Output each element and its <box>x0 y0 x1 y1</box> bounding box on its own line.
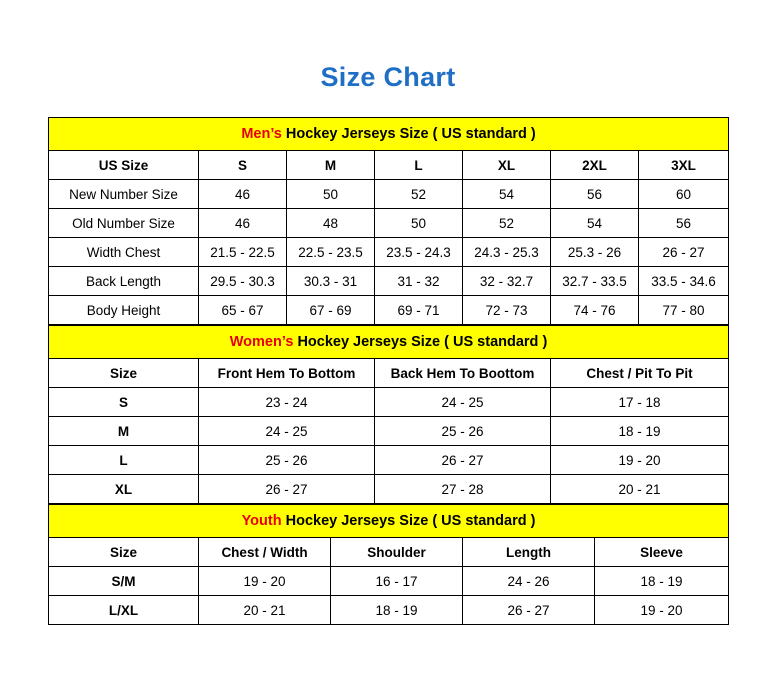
womens-banner-rest: Hockey Jerseys Size ( US standard ) <box>297 334 548 350</box>
mens-cell: 29.5 - 30.3 <box>199 267 287 296</box>
mens-header-cell: S <box>199 151 287 180</box>
youth-banner-row <box>49 505 729 538</box>
mens-header-cell: XL <box>463 151 551 180</box>
mens-cell: 32 - 32.7 <box>463 267 551 296</box>
youth-header-cell: Sleeve <box>595 538 729 567</box>
mens-cell: 30.3 - 31 <box>287 267 375 296</box>
youth-cell: 24 - 26 <box>463 567 595 596</box>
womens-header-cell: Size <box>49 359 199 388</box>
mens-cell: 52 <box>375 180 463 209</box>
youth-cell: 16 - 17 <box>331 567 463 596</box>
mens-cell: 24.3 - 25.3 <box>463 238 551 267</box>
womens-cell: 23 - 24 <box>199 388 375 417</box>
table-row <box>49 475 729 504</box>
mens-cell: 46 <box>199 180 287 209</box>
youth-row-label: S/M <box>49 567 199 596</box>
mens-banner-rest: Hockey Jerseys Size ( US standard ) <box>285 126 536 142</box>
womens-banner-row <box>49 326 729 359</box>
mens-cell: 50 <box>287 180 375 209</box>
womens-cell: 18 - 19 <box>551 417 729 446</box>
youth-header-cell: Chest / Width <box>199 538 331 567</box>
youth-header-cell: Shoulder <box>331 538 463 567</box>
mens-row-label: Width Chest <box>49 238 199 267</box>
table-row <box>49 238 729 267</box>
page-title: Size Chart <box>320 62 456 92</box>
table-row <box>49 296 729 325</box>
youth-row-label: L/XL <box>49 596 199 625</box>
womens-cell: 19 - 20 <box>551 446 729 475</box>
mens-row-label: Body Height <box>49 296 199 325</box>
mens-row-label: Old Number Size <box>49 209 199 238</box>
mens-cell: 77 - 80 <box>639 296 729 325</box>
womens-row-label: M <box>49 417 199 446</box>
mens-header-cell: L <box>375 151 463 180</box>
mens-row-label: New Number Size <box>49 180 199 209</box>
youth-banner-rest: Hockey Jerseys Size ( US standard ) <box>285 513 536 529</box>
womens-cell: 17 - 18 <box>551 388 729 417</box>
youth-size-table <box>48 504 729 625</box>
womens-header-row <box>49 359 729 388</box>
mens-header-cell: 2XL <box>551 151 639 180</box>
mens-cell: 21.5 - 22.5 <box>199 238 287 267</box>
mens-cell: 65 - 67 <box>199 296 287 325</box>
mens-size-table <box>48 117 729 325</box>
womens-header-cell: Chest / Pit To Pit <box>551 359 729 388</box>
womens-header-cell: Front Hem To Bottom <box>199 359 375 388</box>
mens-cell: 48 <box>287 209 375 238</box>
mens-cell: 33.5 - 34.6 <box>639 267 729 296</box>
youth-banner <box>49 505 729 538</box>
mens-banner <box>49 118 729 151</box>
mens-row-label: Back Length <box>49 267 199 296</box>
table-row <box>49 446 729 475</box>
youth-header-cell: Length <box>463 538 595 567</box>
womens-cell: 20 - 21 <box>551 475 729 504</box>
size-tables <box>48 93 728 625</box>
youth-header-cell: Size <box>49 538 199 567</box>
womens-row-label: L <box>49 446 199 475</box>
mens-cell: 69 - 71 <box>375 296 463 325</box>
mens-cell: 52 <box>463 209 551 238</box>
womens-cell: 24 - 25 <box>199 417 375 446</box>
mens-cell: 72 - 73 <box>463 296 551 325</box>
womens-row-label: S <box>49 388 199 417</box>
womens-cell: 26 - 27 <box>199 475 375 504</box>
womens-cell: 27 - 28 <box>375 475 551 504</box>
mens-cell: 26 - 27 <box>639 238 729 267</box>
youth-cell: 18 - 19 <box>595 567 729 596</box>
table-row <box>49 567 729 596</box>
table-row <box>49 596 729 625</box>
womens-banner <box>49 326 729 359</box>
mens-cell: 22.5 - 23.5 <box>287 238 375 267</box>
mens-header-cell: 3XL <box>639 151 729 180</box>
womens-cell: 24 - 25 <box>375 388 551 417</box>
table-row <box>49 180 729 209</box>
womens-header-cell: Back Hem To Boottom <box>375 359 551 388</box>
womens-row-label: XL <box>49 475 199 504</box>
mens-cell: 56 <box>551 180 639 209</box>
mens-header-cell: M <box>287 151 375 180</box>
mens-cell: 54 <box>463 180 551 209</box>
mens-cell: 60 <box>639 180 729 209</box>
table-row <box>49 267 729 296</box>
table-row <box>49 388 729 417</box>
mens-cell: 50 <box>375 209 463 238</box>
youth-cell: 20 - 21 <box>199 596 331 625</box>
mens-banner-row <box>49 118 729 151</box>
mens-header-cell: US Size <box>49 151 199 180</box>
mens-banner-group: Men’s <box>241 126 282 142</box>
youth-cell: 19 - 20 <box>595 596 729 625</box>
youth-cell: 26 - 27 <box>463 596 595 625</box>
mens-header-row <box>49 151 729 180</box>
mens-cell: 54 <box>551 209 639 238</box>
mens-cell: 67 - 69 <box>287 296 375 325</box>
mens-cell: 46 <box>199 209 287 238</box>
youth-banner-group: Youth <box>241 513 282 529</box>
womens-cell: 25 - 26 <box>199 446 375 475</box>
mens-cell: 32.7 - 33.5 <box>551 267 639 296</box>
table-row <box>49 417 729 446</box>
womens-cell: 26 - 27 <box>375 446 551 475</box>
womens-size-table <box>48 325 729 504</box>
mens-cell: 74 - 76 <box>551 296 639 325</box>
mens-cell: 23.5 - 24.3 <box>375 238 463 267</box>
mens-cell: 56 <box>639 209 729 238</box>
mens-cell: 25.3 - 26 <box>551 238 639 267</box>
youth-cell: 19 - 20 <box>199 567 331 596</box>
youth-header-row <box>49 538 729 567</box>
youth-cell: 18 - 19 <box>331 596 463 625</box>
table-row <box>49 209 729 238</box>
womens-cell: 25 - 26 <box>375 417 551 446</box>
mens-cell: 31 - 32 <box>375 267 463 296</box>
womens-banner-group: Women’s <box>229 334 294 350</box>
